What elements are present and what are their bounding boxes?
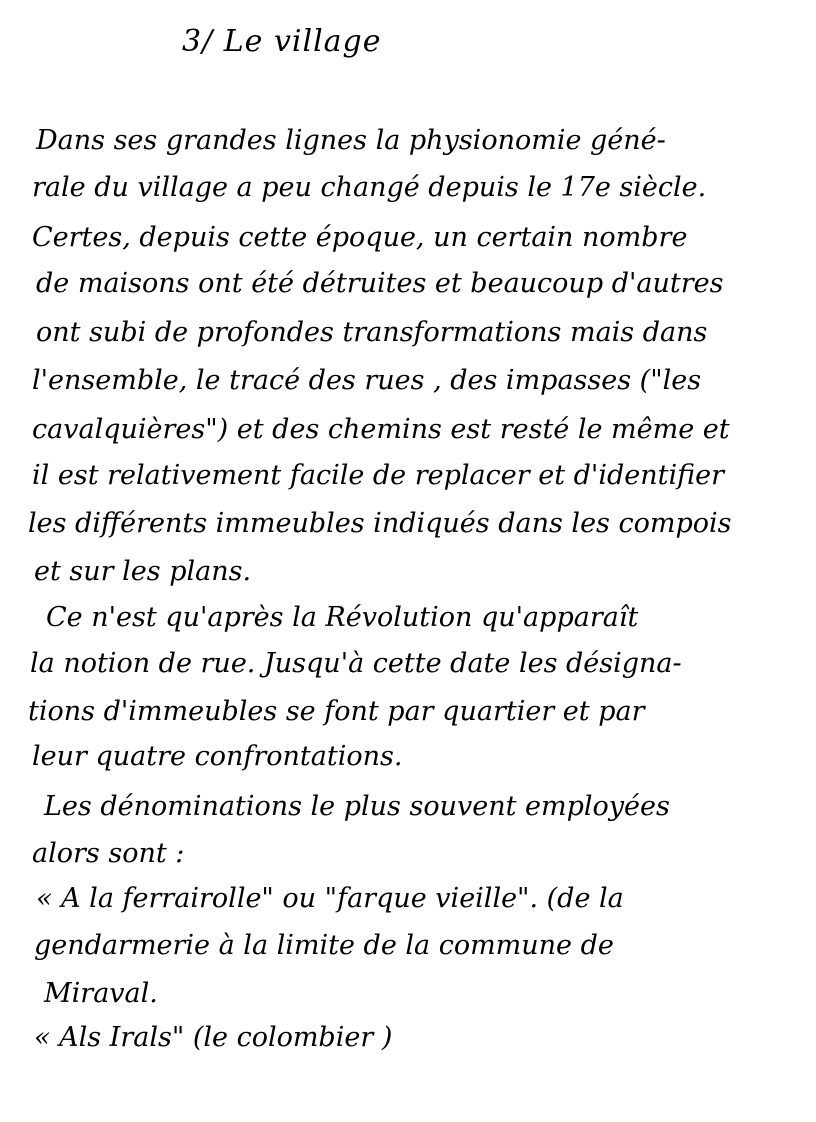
text-line-3: Certes, depuis cette époque, un certain nombre (32, 222, 688, 253)
text-line-2: rale du village a peu changé depuis le 17e siècle. (32, 172, 707, 203)
text-line-6: l'ensemble, le tracé des rues , des impasses ("les (32, 365, 702, 396)
text-line-1: Dans ses grandes lignes la physionomie géné- (36, 125, 666, 156)
text-line-8: il est relativement facile de replacer et d'identifier (32, 460, 725, 491)
text-line-13: tions d'immeubles se font par quartier et par (28, 696, 645, 727)
text-line-11: Ce n'est qu'après la Révolution qu'apparaît (46, 602, 639, 633)
text-line-14: leur quatre confrontations. (32, 741, 403, 772)
text-line-16: alors sont : (32, 838, 185, 869)
text-line-12: la notion de rue. Jusqu'à cette date les désigna- (30, 648, 682, 679)
text-line-9: les différents immeubles indiqués dans les compois (28, 508, 732, 539)
text-line-10: et sur les plans. (34, 556, 252, 587)
text-line-19: Miraval. (44, 978, 158, 1009)
text-line-18: gendarmerie à la limite de la commune de (34, 930, 614, 961)
text-line-7: cavalquières") et des chemins est resté le même et (32, 414, 730, 445)
text-line-5: ont subi de profondes transformations mais dans (36, 317, 708, 348)
section-title: 3/ Le village (182, 24, 382, 59)
text-line-15: Les dénominations le plus souvent employées (44, 791, 670, 822)
text-line-17: « A la ferrairolle" ou "farque vieille". (de la (36, 883, 624, 914)
text-line-4: de maisons ont été détruites et beaucoup d'autres (36, 268, 724, 299)
text-line-20: « Als Irals" (le colombier ) (34, 1022, 393, 1053)
